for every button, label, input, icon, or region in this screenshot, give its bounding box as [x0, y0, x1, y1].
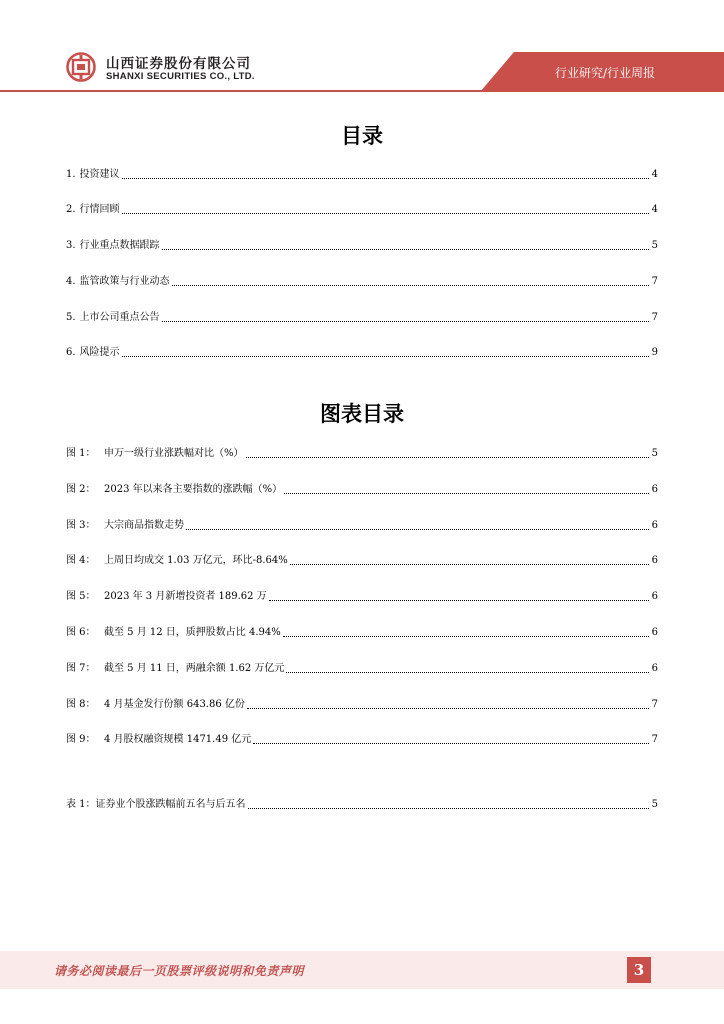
- figure-entry-page: 6: [651, 663, 658, 674]
- toc-entry-number: 5.: [66, 312, 76, 323]
- figure-entry-number: 图 8：: [66, 699, 96, 710]
- figure-entry[interactable]: [66, 552, 658, 568]
- toc-entry-number: 1.: [66, 169, 76, 180]
- toc-leader-dots: [162, 321, 649, 322]
- figure-entry-number: 图 5：: [66, 591, 96, 602]
- figure-entry-number: 图 3：: [66, 520, 96, 531]
- toc-entry-page: 7: [651, 276, 658, 287]
- figure-entry-page: 7: [651, 699, 658, 710]
- toc-leader-dots: [283, 636, 649, 637]
- figure-entry-page: 7: [651, 734, 658, 745]
- figure-entry-label: 4 月基金发行份额 643.86 亿份: [104, 699, 245, 710]
- toc-leader-dots: [290, 564, 649, 565]
- toc-entry-page: 4: [651, 169, 658, 180]
- company-name-en: SHANXI SECURITIES CO., LTD.: [106, 71, 255, 82]
- figure-entry-number: 图 4：: [66, 555, 96, 566]
- toc-entry-label: 投资建议: [79, 169, 120, 180]
- toc-entry-number: 2.: [66, 204, 76, 215]
- page-number: 3: [627, 957, 651, 983]
- toc-leader-dots: [186, 529, 649, 530]
- table-entry-label: 证券业个股涨跌幅前五名与后五名: [95, 799, 246, 810]
- toc-entry[interactable]: [66, 166, 658, 182]
- toc-leader-dots: [172, 285, 649, 286]
- toc-leader-dots: [284, 493, 648, 494]
- figure-entry-label: 截至 5 月 11 日，两融余额 1.62 万亿元: [104, 663, 285, 674]
- toc-leader-dots: [246, 457, 649, 458]
- toc-entry-page: 4: [651, 204, 658, 215]
- toc-leader-dots: [269, 600, 649, 601]
- toc-entry-number: 6.: [66, 347, 76, 358]
- figure-entry-number: 图 7：: [66, 663, 96, 674]
- figure-entry-number: 图 1：: [66, 448, 96, 459]
- figure-entry-page: 6: [651, 627, 658, 638]
- toc-leader-dots: [286, 672, 648, 673]
- company-logo-icon: [66, 52, 96, 82]
- figure-entry[interactable]: [66, 588, 658, 604]
- toc-entry-label: 行业重点数据跟踪: [79, 240, 160, 251]
- toc-entry-number: 3.: [66, 240, 76, 251]
- toc-leader-dots: [162, 249, 649, 250]
- figure-entry-page: 5: [651, 448, 658, 459]
- company-name-cn: 山西证券股份有限公司: [106, 56, 251, 72]
- toc-entry-page: 5: [651, 240, 658, 251]
- figure-entry-number: 图 6：: [66, 627, 96, 638]
- figure-entry-label: 4 月股权融资规模 1471.49 亿元: [104, 734, 252, 745]
- toc-entry[interactable]: [66, 309, 658, 325]
- figure-entry-label: 2023 年 3 月新增投资者 189.62 万: [104, 591, 267, 602]
- toc-entry-label: 风险提示: [79, 347, 120, 358]
- figures-title: 图表目录: [320, 401, 404, 426]
- toc-leader-dots: [248, 808, 649, 809]
- toc-leader-dots: [253, 743, 648, 744]
- figure-entry[interactable]: [66, 624, 658, 640]
- table-entry-number: 表 1：: [66, 799, 96, 810]
- toc-entry[interactable]: [66, 201, 658, 217]
- figure-entry-label: 上周日均成交 1.03 万亿元，环比-8.64%: [104, 555, 288, 566]
- figure-entry[interactable]: [66, 481, 658, 497]
- figure-entry-label: 申万一级行业涨跌幅对比（%）: [104, 448, 244, 459]
- figure-entry[interactable]: [66, 660, 658, 676]
- toc-leader-dots: [247, 708, 649, 709]
- toc-entry-page: 7: [651, 312, 658, 323]
- toc-leader-dots: [122, 178, 649, 179]
- figure-entry-page: 6: [651, 484, 658, 495]
- toc-entry-label: 上市公司重点公告: [79, 312, 160, 323]
- toc-entry-number: 4.: [66, 276, 76, 287]
- figure-entry[interactable]: [66, 517, 658, 533]
- toc-entry-page: 9: [651, 347, 658, 358]
- toc-leader-dots: [122, 213, 649, 214]
- page-header: [0, 0, 724, 100]
- toc-entry[interactable]: [66, 344, 658, 360]
- figure-entry-page: 6: [651, 520, 658, 531]
- toc-title: 目录: [341, 123, 383, 148]
- figure-entry-label: 截至 5 月 12 日，质押股数占比 4.94%: [104, 627, 281, 638]
- figure-entry-page: 6: [651, 591, 658, 602]
- figure-entry[interactable]: [66, 696, 658, 712]
- toc-entry[interactable]: [66, 237, 658, 253]
- figure-entry-label: 大宗商品指数走势: [104, 520, 184, 531]
- figure-entry-number: 图 9：: [66, 734, 96, 745]
- figure-entry[interactable]: [66, 731, 658, 747]
- footer-disclaimer: 请务必阅读最后一页股票评级说明和免责声明: [54, 964, 305, 978]
- figure-entry-number: 图 2：: [66, 484, 96, 495]
- toc-entry[interactable]: [66, 273, 658, 289]
- table-entry[interactable]: [66, 796, 658, 812]
- toc-leader-dots: [122, 356, 649, 357]
- figure-entry-page: 6: [651, 555, 658, 566]
- report-type-label: 行业研究/行业周报: [555, 66, 656, 80]
- toc-entry-label: 行情回顾: [79, 204, 120, 215]
- figure-entry[interactable]: [66, 445, 658, 461]
- figure-entry-label: 2023 年以来各主要指数的涨跌幅（%）: [104, 484, 283, 495]
- table-entry-page: 5: [651, 799, 658, 810]
- toc-entry-label: 监管政策与行业动态: [79, 276, 170, 287]
